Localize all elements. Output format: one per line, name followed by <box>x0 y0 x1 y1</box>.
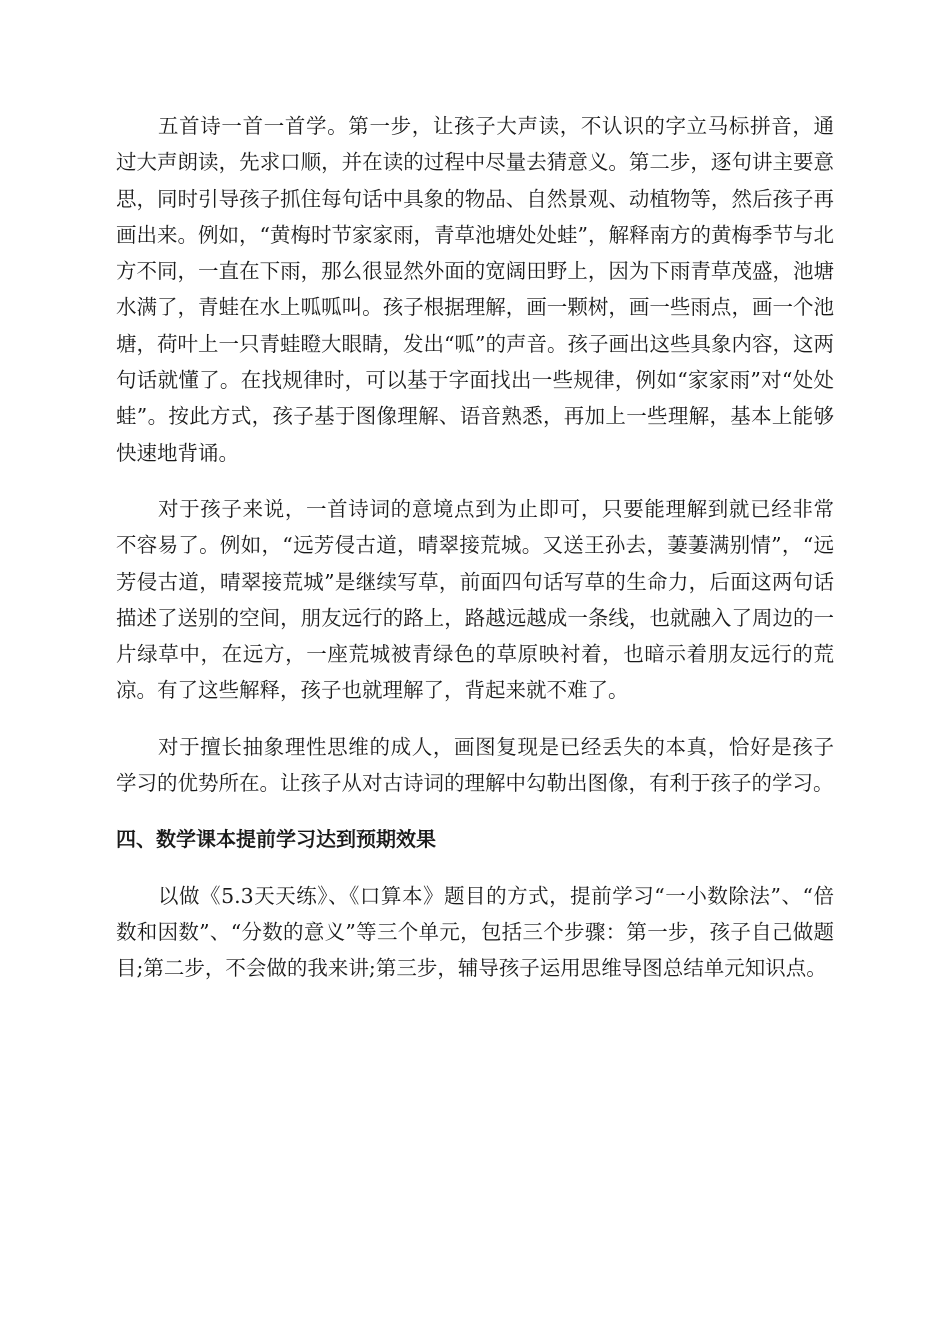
paragraph-poem-imagery: 对于孩子来说，一首诗词的意境点到为止即可，只要能理解到就已经非常不容易了。例如，“远芳侵古道，晴翠接荒城。又送王孙去，萋萋满别情”，“远芳侵古道，晴翠接荒城”是继续写草，前面四句话写草的生命力，后面这两句话描述了送别的空间，朋友远行的路上，路越远越成一条线，也就融入了周边的一片绿草中，在远方，一座荒城被青绿色的草原映衬着，也暗示着朋友远行的荒凉。有了这些解释，孩子也就理解了，背起来就不难了。 <box>116 496 834 703</box>
document-page <box>116 108 834 1007</box>
paragraph-poem-method: 五首诗一首一首学。第一步，让孩子大声读，不认识的字立马标拼音，通过大声朗读，先求口顺，并在读的过程中尽量去猜意义。第二步，逐句讲主要意思，同时引导孩子抓住每句话中具象的物品、自然景观、动植物等，然后孩子再画出来。例如，“黄梅时节家家雨，青草池塘处处蛙”，解释南方的黄梅季节与北方不同，一直在下雨，那么很显然外面的宽阔田野上，因为下雨青草茂盛，池塘水满了，青蛙在水上呱呱叫。孩子根据理解，画一颗树，画一些雨点，画一个池塘，荷叶上一只青蛙瞪大眼睛，发出“呱”的声音。孩子画出这些具象内容，这两句话就懂了。在找规律时，可以基于字面找出一些规律，例如“家家雨”对“处处蛙”。按此方式，孩子基于图像理解、语音熟悉，再加上一些理解，基本上能够快速地背诵。 <box>116 114 834 465</box>
paragraph-drawing-advantage: 对于擅长抽象理性思维的成人，画图复现是已经丢失的本真，恰好是孩子学习的优势所在。让孩子从对古诗词的理解中勾勒出图像，有利于孩子的学习。 <box>116 734 834 796</box>
section-heading: 四、数学课本提前学习达到预期效果 <box>116 827 436 852</box>
paragraph-math-method: 以做《5.3天天练》、《口算本》题目的方式，提前学习“一小数除法”、“倍数和因数”、“分数的意义”等三个单元，包括三个步骤：第一步，孩子自己做题目;第二步，不会做的我来讲;第三步，辅导孩子运用思维导图总结单元知识点。 <box>116 883 834 981</box>
